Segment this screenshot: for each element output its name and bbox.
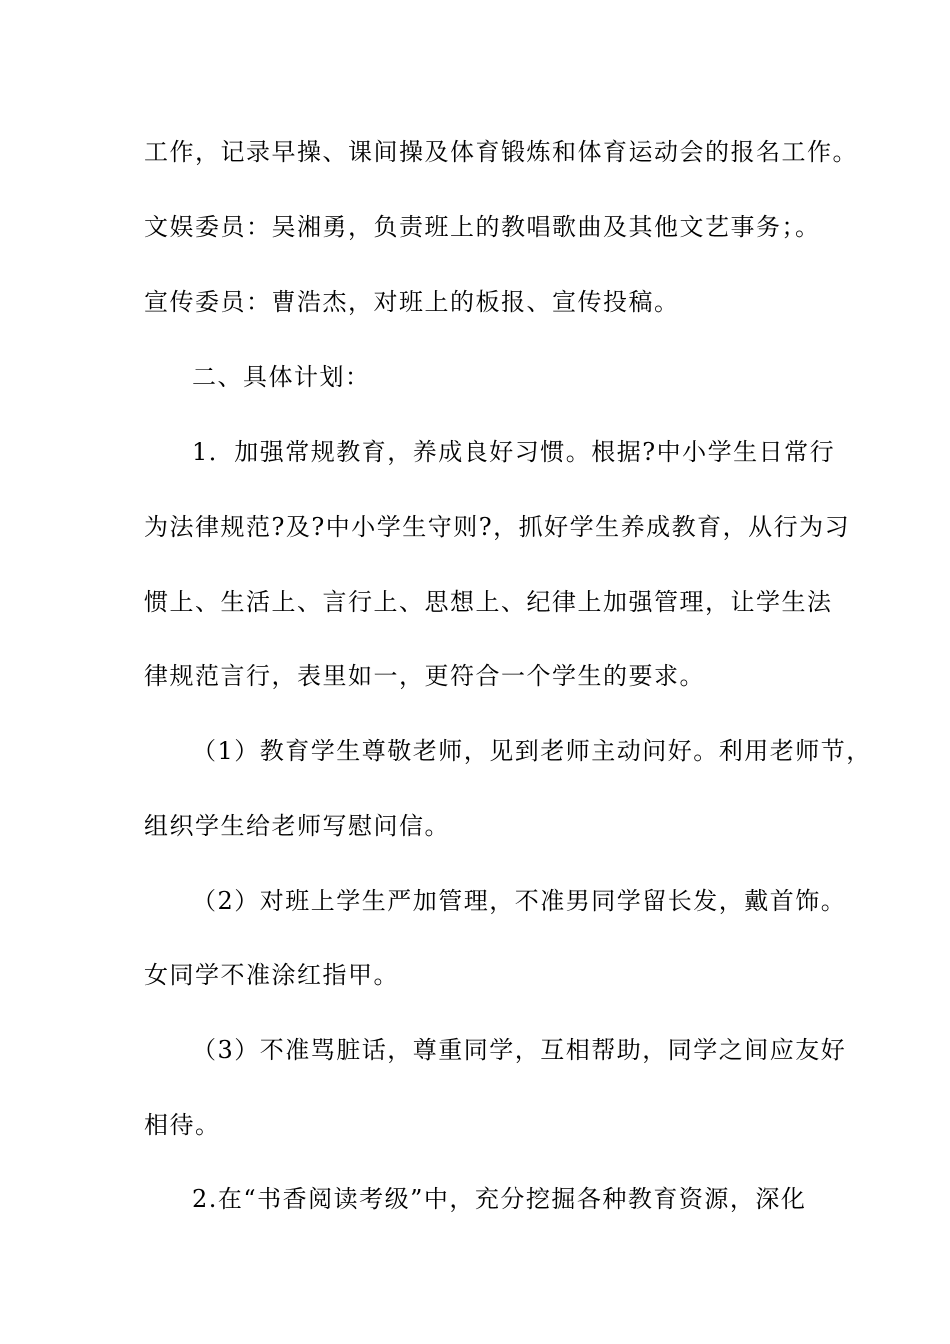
text-line: 1．加强常规教育，养成良好习惯。根据?中小学生日常行 (192, 438, 836, 466)
text-line: 2.在“书香阅读考级”中，充分挖掘各种教育资源，深化 (192, 1185, 807, 1213)
text-line: （2）对班上学生严加管理，不准男同学留长发，戴首饰。 (192, 887, 847, 915)
text-line: 女同学不准涂红指甲。 (144, 961, 399, 989)
text-line: 组织学生给老师写慰问信。 (144, 812, 450, 840)
text-line: 文娱委员：吴湘勇，负责班上的教唱歌曲及其他文艺事务；。 (144, 213, 821, 241)
text-line: 相待。 (144, 1111, 221, 1139)
text-line: 为法律规范?及?中小学生守则?，抓好学生养成教育，从行为习 (144, 513, 851, 541)
text-line: 工作，记录早操、课间操及体育锻炼和体育运动会的报名工作。 (144, 138, 858, 166)
text-line: 宣传委员：曹浩杰，对班上的板报、宣传投稿。 (144, 288, 680, 316)
text-line: 律规范言行，表里如一，更符合一个学生的要求。 (144, 662, 705, 690)
text-line: 惯上、生活上、言行上、思想上、纪律上加强管理，让学生法 (144, 588, 833, 616)
text-line: （3）不准骂脏话，尊重同学，互相帮助，同学之间应友好 (192, 1036, 847, 1064)
section-heading: 二、具体计划： (192, 363, 371, 391)
text-line: （1）教育学生尊敬老师，见到老师主动问好。利用老师节， (192, 737, 872, 765)
